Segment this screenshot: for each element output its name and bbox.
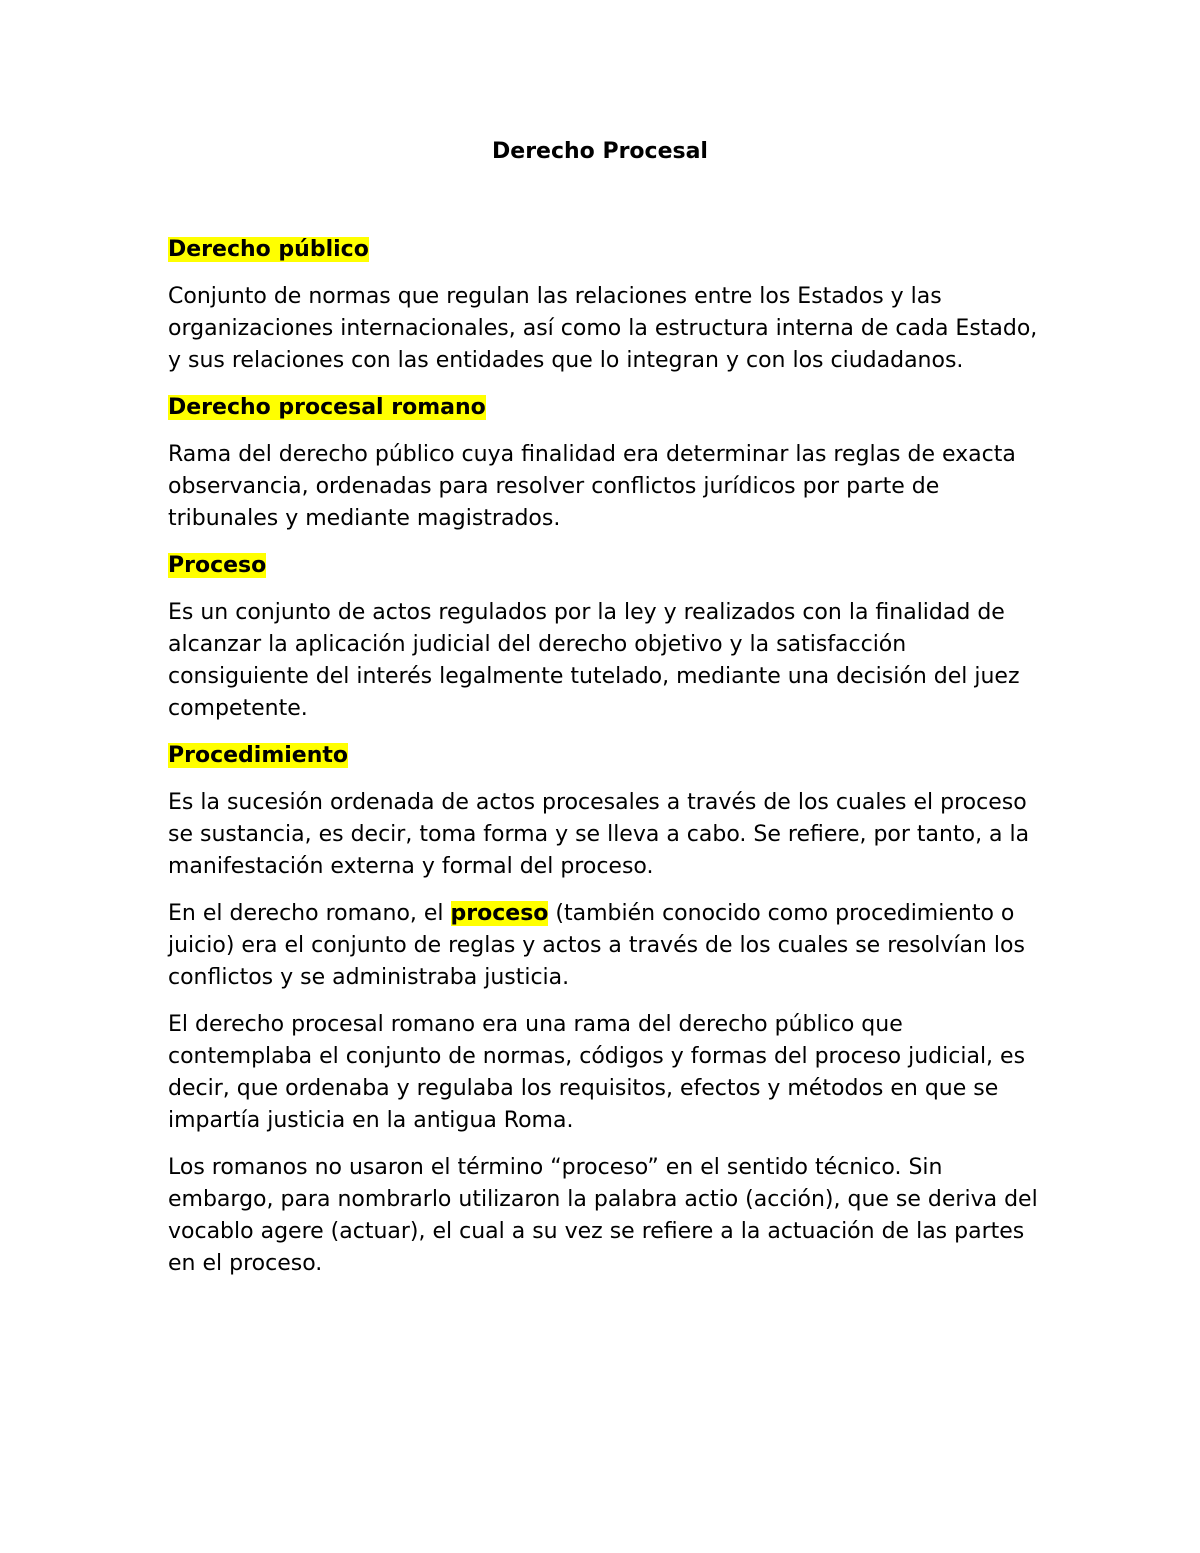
paragraph-text: En el derecho romano, el xyxy=(168,901,451,926)
section-heading-proceso xyxy=(168,550,1048,582)
paragraph-actio: Los romanos no usaron el término “proceso” en el sentido técnico. Sin embargo, para nombrarlo utilizaron la palabra actio (acción), que se deriva del vocablo agere (actuar), el cual a su vez se refiere a la actuación de las partes en el proceso. xyxy=(168,1155,1038,1276)
document-content xyxy=(168,136,1048,1295)
paragraph-text: (también conocido como procedimiento o juicio) era el conjunto de reglas y actos a través de los cuales se resolvían los conflictos y se administraba justicia. xyxy=(168,901,1025,990)
paragraph-derecho-romano xyxy=(168,898,1048,994)
paragraph-rama-derecho-publico: El derecho procesal romano era una rama del derecho público que contemplaba el conjunto de normas, códigos y formas del proceso judicial, es decir, que ordenaba y regulaba los requisitos, efectos y métodos en que se impartía justicia en la antigua Roma. xyxy=(168,1012,1026,1133)
section-body-proceso: Es un conjunto de actos regulados por la ley y realizados con la finalidad de alcanzar la aplicación judicial del derecho objetivo y la satisfacción consiguiente del interés legalmente tutelado, mediante una decisión del juez competente. xyxy=(168,600,1020,721)
highlighted-heading: Proceso xyxy=(168,553,267,578)
section-heading-derecho-publico xyxy=(168,234,1048,266)
highlighted-heading: Derecho procesal romano xyxy=(168,395,486,420)
section-body-procedimiento: Es la sucesión ordenada de actos procesales a través de los cuales el proceso se sustancia, es decir, toma forma y se lleva a cabo. Se refiere, por tanto, a la manifestación externa y formal del proceso. xyxy=(168,790,1030,879)
highlighted-heading: Procedimiento xyxy=(168,743,349,768)
section-heading-procedimiento xyxy=(168,740,1048,772)
document-title: Derecho Procesal xyxy=(492,139,708,164)
highlighted-heading: Derecho público xyxy=(168,237,369,262)
highlighted-term-proceso: proceso xyxy=(450,901,549,926)
section-body-derecho-procesal-romano: Rama del derecho público cuya finalidad era determinar las reglas de exacta observancia, ordenadas para resolver conflictos jurídicos por parte de tribunales y mediante magistrados. xyxy=(168,442,1016,531)
section-body-derecho-publico: Conjunto de normas que regulan las relaciones entre los Estados y las organizaciones internacionales, así como la estructura interna de cada Estado, y sus relaciones con las entidades que lo integran y con los ciudadanos. xyxy=(168,284,1038,373)
section-heading-derecho-procesal-romano xyxy=(168,392,1048,424)
